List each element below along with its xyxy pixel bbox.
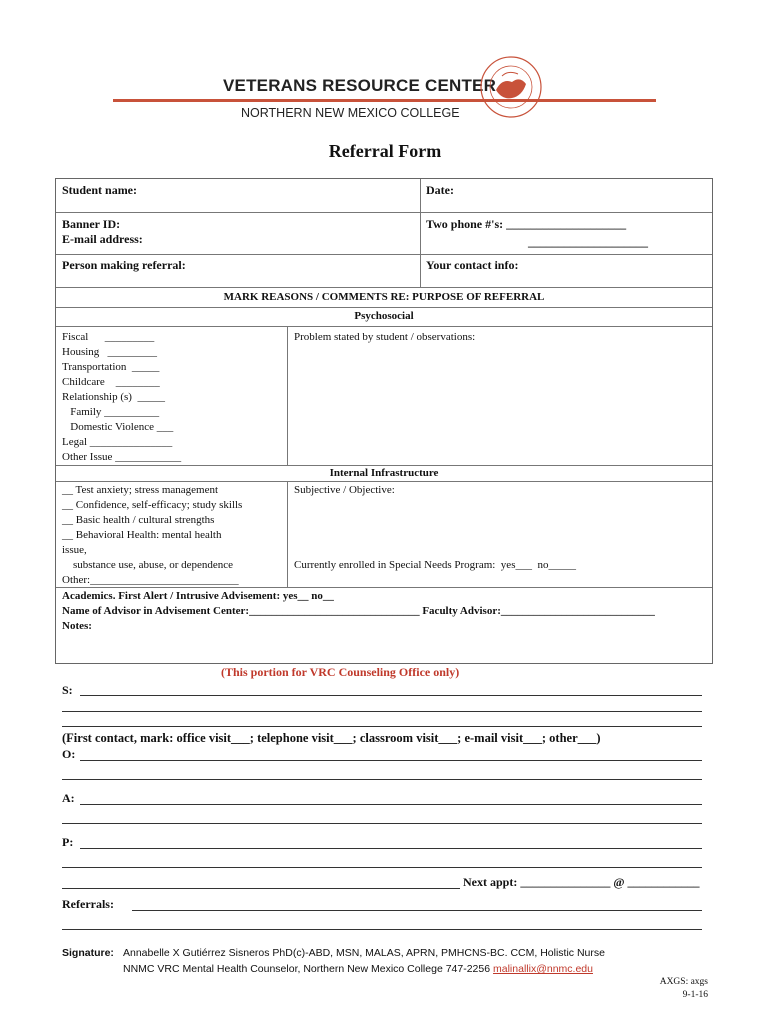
subjective-objective-label: Subjective / Objective: bbox=[294, 484, 395, 496]
special-needs-label: Currently enrolled in Special Needs Program: yes___ no_____ bbox=[294, 559, 576, 571]
internal-infrastructure-heading: Internal Infrastructure bbox=[329, 467, 439, 479]
psychosocial-item: Family __________ bbox=[62, 406, 160, 418]
first-contact-label: (First contact, mark: office visit___; telephone visit___; classroom visit___; e-mail visit___; other___) bbox=[62, 731, 601, 745]
infrastructure-item: __ Behavioral Health: mental health bbox=[62, 529, 222, 541]
your-contact-info-label: Your contact info: bbox=[426, 258, 519, 272]
psychosocial-item: Transportation _____ bbox=[62, 361, 160, 373]
org-name: VETERANS RESOURCE CENTER bbox=[223, 76, 497, 95]
infrastructure-item: Other:___________________________ bbox=[62, 574, 239, 586]
header-rule bbox=[113, 99, 656, 102]
signature-email-link[interactable]: malinallix@nnmc.edu bbox=[493, 963, 593, 975]
college-seal-icon bbox=[478, 54, 544, 120]
s-label: S: bbox=[62, 683, 73, 697]
problem-stated-label: Problem stated by student / observations: bbox=[294, 331, 476, 343]
psychosocial-heading: Psychosocial bbox=[354, 310, 414, 322]
psychosocial-item: Housing _________ bbox=[62, 346, 158, 358]
footer-code: AXGS: axgs bbox=[659, 977, 708, 987]
infrastructure-item: issue, bbox=[62, 544, 87, 556]
referral-table bbox=[55, 178, 713, 664]
student-name-label: Student name: bbox=[62, 183, 138, 197]
signature-name: Annabelle X Gutiérrez Sisneros PhD(c)-ABD, MSN, MALAS, APRN, PMHCNS-BC. CCM, Holistic Nurse bbox=[123, 947, 605, 959]
counseling-portion-note: (This portion for VRC Counseling Office only) bbox=[221, 665, 460, 679]
academics-label: Academics. First Alert / Intrusive Advisement: yes__ no__ bbox=[62, 590, 334, 602]
next-appt-label: Next appt: _______________ @ ____________ bbox=[463, 875, 700, 889]
two-phone-label: Two phone #'s: ____________________ bbox=[426, 217, 627, 231]
signature-title-line bbox=[123, 963, 593, 975]
phone-line-2: ____________________ bbox=[528, 235, 648, 249]
form-title: Referral Form bbox=[328, 141, 442, 161]
date-label: Date: bbox=[426, 183, 454, 197]
psychosocial-item: Childcare ________ bbox=[62, 376, 160, 388]
notes-label: Notes: bbox=[62, 620, 92, 632]
infrastructure-item: __ Confidence, self-efficacy; study skills bbox=[62, 499, 243, 511]
footer-date: 9-1-16 bbox=[682, 990, 708, 1000]
banner-id-label: Banner ID: bbox=[62, 217, 121, 231]
advisor-label: Name of Advisor in Advisement Center:_______________________________ Faculty Advisor:____________________________ bbox=[62, 605, 655, 617]
psychosocial-item: Other Issue ____________ bbox=[62, 451, 182, 463]
p-label: P: bbox=[62, 835, 74, 849]
college-name: NORTHERN NEW MEXICO COLLEGE bbox=[241, 106, 460, 120]
signature-label: Signature: bbox=[62, 947, 114, 959]
infrastructure-item: __ Basic health / cultural strengths bbox=[62, 514, 215, 526]
referrals-label: Referrals: bbox=[62, 897, 114, 911]
infrastructure-item: __ Test anxiety; stress management bbox=[62, 484, 219, 496]
email-address-label: E-mail address: bbox=[62, 232, 143, 246]
infrastructure-item: substance use, abuse, or dependence bbox=[62, 559, 234, 571]
psychosocial-item: Relationship (s) _____ bbox=[62, 391, 165, 403]
person-making-referral-label: Person making referral: bbox=[62, 258, 186, 272]
signature-role: NNMC VRC Mental Health Counselor, Northern New Mexico College 747-2256 bbox=[123, 963, 491, 975]
mark-reasons-heading: MARK REASONS / COMMENTS RE: PURPOSE OF REFERRAL bbox=[223, 291, 545, 303]
o-label: O: bbox=[62, 747, 76, 761]
a-label: A: bbox=[62, 791, 75, 805]
psychosocial-item: Fiscal _________ bbox=[62, 331, 155, 343]
psychosocial-item: Legal _______________ bbox=[62, 436, 173, 448]
psychosocial-item: Domestic Violence ___ bbox=[62, 421, 174, 433]
